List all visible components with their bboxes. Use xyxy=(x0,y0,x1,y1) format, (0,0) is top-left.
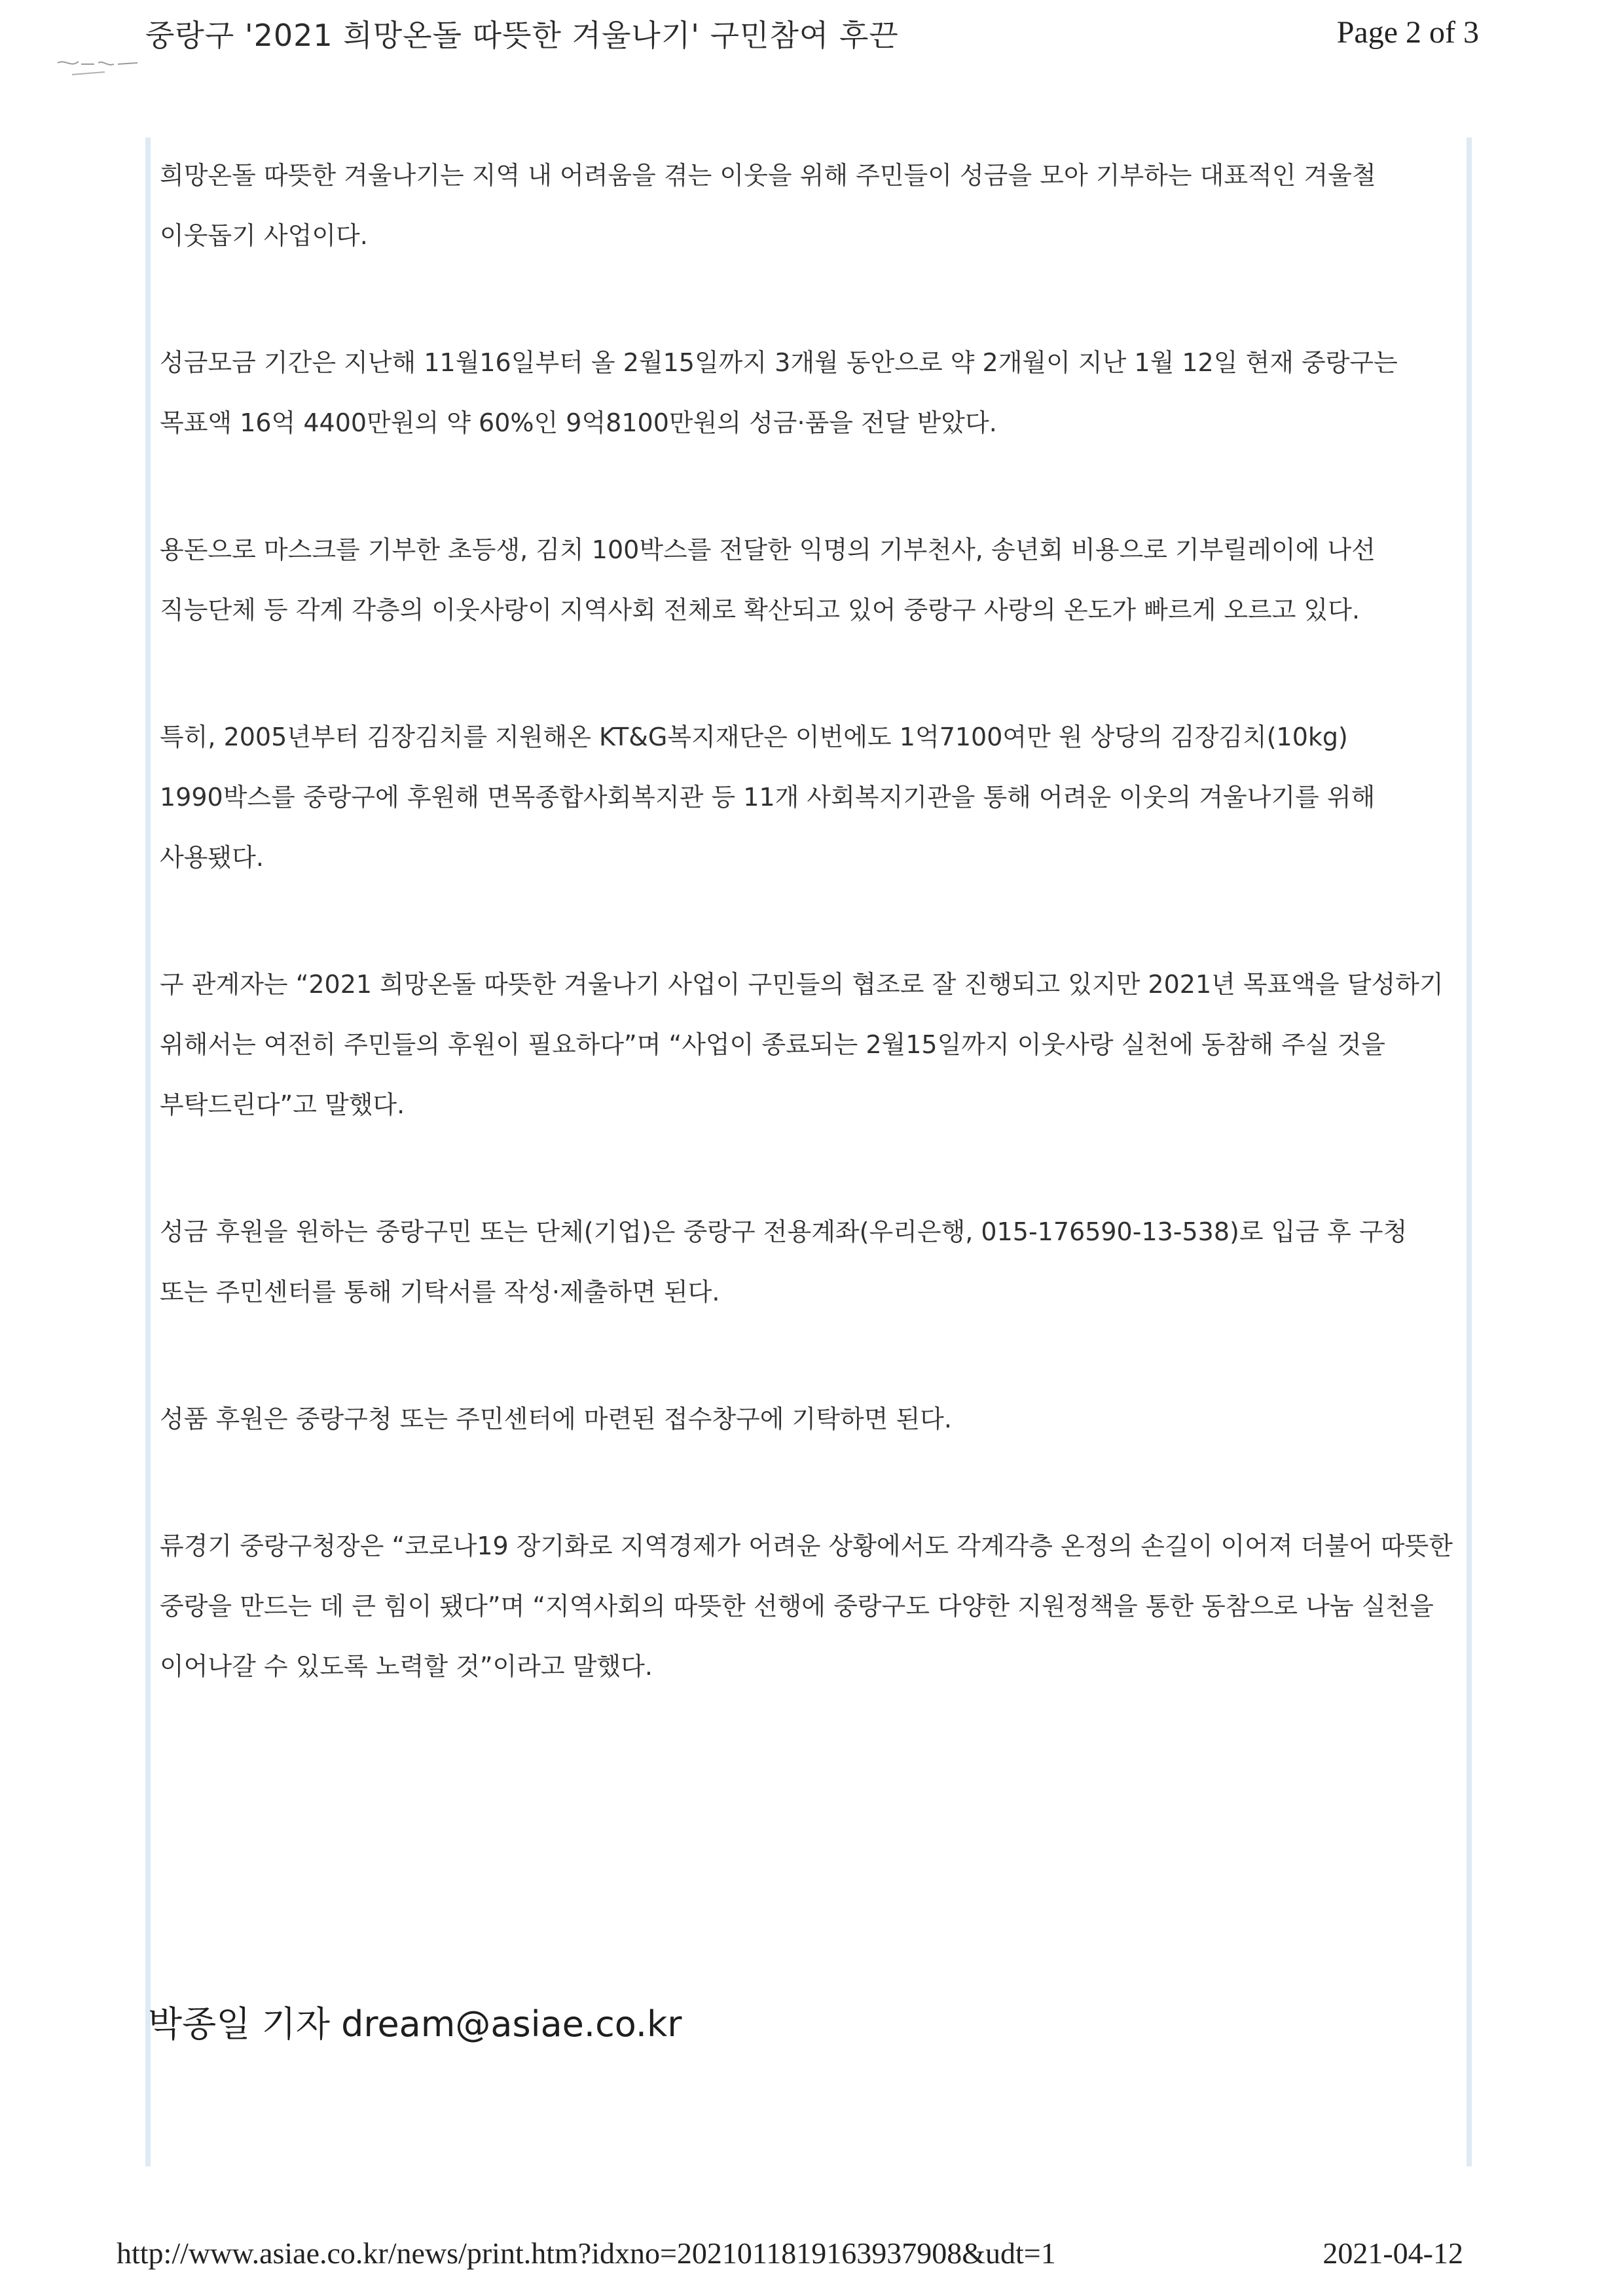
article-paragraph-1: 희망온돌 따뜻한 겨울나기는 지역 내 어려움을 겪는 이웃을 위해 주민들이 성금을 모아 기부하는 대표적인 겨울철 이웃돕기 사업이다. xyxy=(160,161,1376,250)
reporter-byline: 박종일 기자 dream@asiae.co.kr xyxy=(148,2003,682,2045)
article-paragraph-4: 특히, 2005년부터 김장김치를 지원해온 KT&G복지재단은 이번에도 1억7100여만 원 상당의 김장김치(10kg) 1990박스를 중랑구에 후원해 면목종합사회복지관 등 11개 사회복지기관을 통해 어려운 이웃의 겨울나기를 위해 사용됐다. xyxy=(160,723,1376,872)
scan-artifact-mark xyxy=(52,55,170,81)
page-indicator: Page 2 of 3 xyxy=(1336,15,1479,50)
article-body xyxy=(160,145,1453,1763)
article-paragraph-5: 구 관계자는 “2021 희망온돌 따뜻한 겨울나기 사업이 구민들의 협조로 잘 진행되고 있지만 2021년 목표액을 달성하기 위해서는 여전히 주민들의 후원이 필요하다”며 “사업이 종료되는 2월15일까지 이웃사랑 실천에 동참해 주실 것을 부탁드린다”고 말했다. xyxy=(160,970,1444,1119)
article-paragraph-3: 용돈으로 마스크를 기부한 초등생, 김치 100박스를 전달한 익명의 기부천사, 송년회 비용으로 기부릴레이에 나선 직능단체 등 각계 각층의 이웃사랑이 지역사회 전체로 확산되고 있어 중랑구 사랑의 온도가 빠르게 오르고 있다. xyxy=(160,535,1376,624)
article-paragraph-6: 성금 후원을 원하는 중랑구민 또는 단체(기업)은 중랑구 전용계좌(우리은행, 015-176590-13-538)로 입금 후 구청 또는 주민센터를 통해 기탁서를 작성·제출하면 된다. xyxy=(160,1217,1408,1306)
article-paragraph-8: 류경기 중랑구청장은 “코로나19 장기화로 지역경제가 어려운 상황에서도 각계각층 온정의 손길이 이어져 더불어 따뜻한 중랑을 만드는 데 큰 힘이 됐다”며 “지역사회의 따뜻한 선행에 중랑구도 다양한 지원정책을 통한 동참으로 나눔 실천을 이어나갈 수 있도록 노력할 것”이라고 말했다. xyxy=(160,1532,1453,1681)
article-paragraph-2: 성금모금 기간은 지난해 11월16일부터 올 2월15일까지 3개월 동안으로 약 2개월이 지난 1월 12일 현재 중랑구는 목표액 16억 4400만원의 약 60%인 9억8100만원의 성금·품을 전달 받았다. xyxy=(160,348,1398,437)
document-title: 중랑구 '2021 희망온돌 따뜻한 겨울나기' 구민참여 후끈 xyxy=(145,18,899,53)
article-paragraph-7: 성품 후원은 중랑구청 또는 주민센터에 마련된 접수창구에 기탁하면 된다. xyxy=(160,1405,952,1433)
print-date: 2021-04-12 xyxy=(1322,2236,1463,2270)
print-url: http://www.asiae.co.kr/news/print.htm?idxno=2021011819163937908&udt=1 xyxy=(117,2236,1056,2270)
